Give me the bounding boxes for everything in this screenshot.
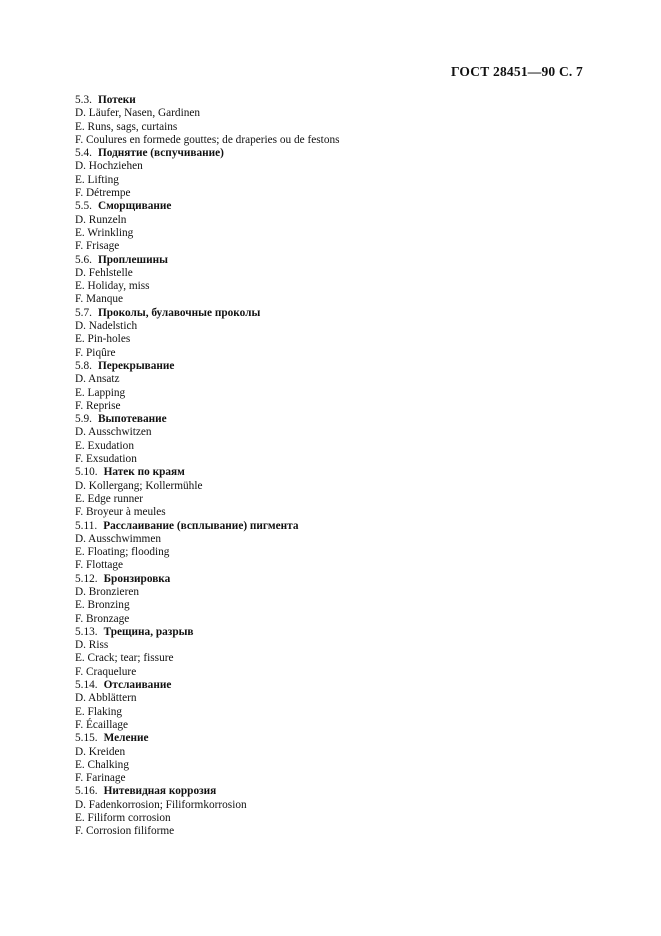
term-english: E. Pin-holes bbox=[75, 333, 131, 346]
term-french: F. Écaillage bbox=[75, 718, 129, 731]
term-entry bbox=[75, 679, 595, 732]
term-number: 5.12. bbox=[75, 572, 98, 585]
term-french: F. Manque bbox=[75, 293, 124, 306]
term-entry bbox=[75, 520, 595, 573]
term-german: D. Hochziehen bbox=[75, 160, 143, 173]
term-entry bbox=[75, 466, 595, 519]
term-heading bbox=[75, 520, 595, 533]
term-russian: Бронзировка bbox=[103, 572, 171, 585]
term-russian: Натек по краям bbox=[103, 466, 185, 479]
term-entry bbox=[75, 254, 595, 307]
term-heading bbox=[75, 466, 595, 479]
term-entry bbox=[75, 626, 595, 679]
term-number: 5.9. bbox=[75, 413, 92, 426]
term-heading bbox=[75, 360, 595, 373]
term-english: E. Exudation bbox=[75, 439, 134, 452]
term-number: 5.11. bbox=[75, 519, 98, 532]
term-russian: Трещина, разрыв bbox=[103, 625, 194, 638]
term-entry bbox=[75, 732, 595, 785]
term-russian: Потеки bbox=[97, 94, 136, 106]
term-russian: Меление bbox=[103, 732, 149, 745]
term-number: 5.7. bbox=[75, 306, 92, 319]
term-number: 5.13. bbox=[75, 625, 98, 638]
term-heading bbox=[75, 307, 595, 320]
term-heading bbox=[75, 94, 595, 107]
term-russian: Проплешины bbox=[97, 253, 168, 266]
term-english: E. Runs, sags, curtains bbox=[75, 120, 178, 133]
term-english: E. Flaking bbox=[75, 705, 123, 718]
term-french: F. Bronzage bbox=[75, 612, 130, 625]
term-number: 5.14. bbox=[75, 679, 98, 692]
term-french: F. Broyeur à meules bbox=[75, 506, 166, 519]
term-entry bbox=[75, 307, 595, 360]
term-heading bbox=[75, 200, 595, 213]
term-french: F. Piqûre bbox=[75, 346, 116, 359]
term-german: D. Fadenkorrosion; Filiformkorrosion bbox=[75, 798, 247, 811]
term-french: F. Détrempe bbox=[75, 187, 131, 200]
term-german: D. Kreiden bbox=[75, 745, 126, 758]
term-number: 5.5. bbox=[75, 200, 92, 213]
term-english: E. Filiform corrosion bbox=[75, 812, 171, 825]
term-french: F. Farinage bbox=[75, 772, 126, 785]
term-heading bbox=[75, 147, 595, 160]
term-english: E. Floating; flooding bbox=[75, 546, 170, 559]
term-russian: Расслаивание (всплывание) пигмента bbox=[103, 519, 299, 532]
term-heading bbox=[75, 785, 595, 798]
term-heading bbox=[75, 413, 595, 426]
term-french: F. Corrosion filiforme bbox=[75, 825, 175, 838]
term-german: D. Runzeln bbox=[75, 213, 127, 226]
term-german: D. Ausschwimmen bbox=[75, 532, 161, 545]
term-russian: Сморщивание bbox=[97, 200, 172, 213]
term-german: D. Läufer, Nasen, Gardinen bbox=[75, 107, 201, 120]
term-french: F. Reprise bbox=[75, 399, 121, 412]
term-russian: Поднятие (вспучивание) bbox=[97, 147, 224, 160]
term-number: 5.3. bbox=[75, 94, 92, 106]
term-entry bbox=[75, 94, 595, 147]
term-entry bbox=[75, 785, 595, 838]
term-heading bbox=[75, 254, 595, 267]
term-heading bbox=[75, 679, 595, 692]
term-number: 5.6. bbox=[75, 253, 92, 266]
term-english: E. Lifting bbox=[75, 173, 119, 186]
term-french: F. Flottage bbox=[75, 559, 124, 572]
term-entry bbox=[75, 147, 595, 200]
term-german: D. Ausschwitzen bbox=[75, 426, 152, 439]
term-list bbox=[75, 94, 595, 839]
term-number: 5.10. bbox=[75, 466, 98, 479]
term-russian: Перекрывание bbox=[97, 359, 175, 372]
term-german: D. Riss bbox=[75, 639, 109, 652]
term-german: D. Nadelstich bbox=[75, 320, 138, 333]
term-english: E. Wrinkling bbox=[75, 226, 134, 239]
term-english: E. Edge runner bbox=[75, 492, 144, 505]
term-german: D. Bronzieren bbox=[75, 585, 139, 598]
term-number: 5.16. bbox=[75, 785, 98, 798]
term-french: F. Exsudation bbox=[75, 453, 137, 466]
term-french: F. Frisage bbox=[75, 240, 120, 253]
term-french: F. Craquelure bbox=[75, 665, 137, 678]
term-heading bbox=[75, 732, 595, 745]
term-heading bbox=[75, 573, 595, 586]
term-russian: Проколы, булавочные проколы bbox=[97, 306, 261, 319]
term-number: 5.4. bbox=[75, 147, 92, 160]
term-english: E. Crack; tear; fissure bbox=[75, 652, 174, 665]
term-german: D. Kollergang; Kollermühle bbox=[75, 479, 203, 492]
term-english: E. Chalking bbox=[75, 758, 129, 771]
term-french: F. Coulures en formede gouttes; de draperies ou de festons bbox=[75, 133, 340, 146]
term-german: D. Abblättern bbox=[75, 692, 137, 705]
term-entry bbox=[75, 200, 595, 253]
term-entry bbox=[75, 573, 595, 626]
term-heading bbox=[75, 626, 595, 639]
term-german: D. Fehlstelle bbox=[75, 266, 133, 279]
term-english: E. Holiday, miss bbox=[75, 280, 150, 293]
page-header: ГОСТ 28451—90 С. 7 bbox=[450, 64, 583, 79]
term-number: 5.8. bbox=[75, 359, 92, 372]
term-number: 5.15. bbox=[75, 732, 98, 745]
term-english: E. Bronzing bbox=[75, 599, 130, 612]
term-english: E. Lapping bbox=[75, 386, 126, 399]
term-russian: Выпотевание bbox=[97, 413, 167, 426]
term-entry bbox=[75, 413, 595, 466]
term-russian: Отслаивание bbox=[103, 679, 172, 692]
term-russian: Нитевидная коррозия bbox=[103, 785, 217, 798]
term-german: D. Ansatz bbox=[75, 373, 120, 386]
term-entry bbox=[75, 360, 595, 413]
